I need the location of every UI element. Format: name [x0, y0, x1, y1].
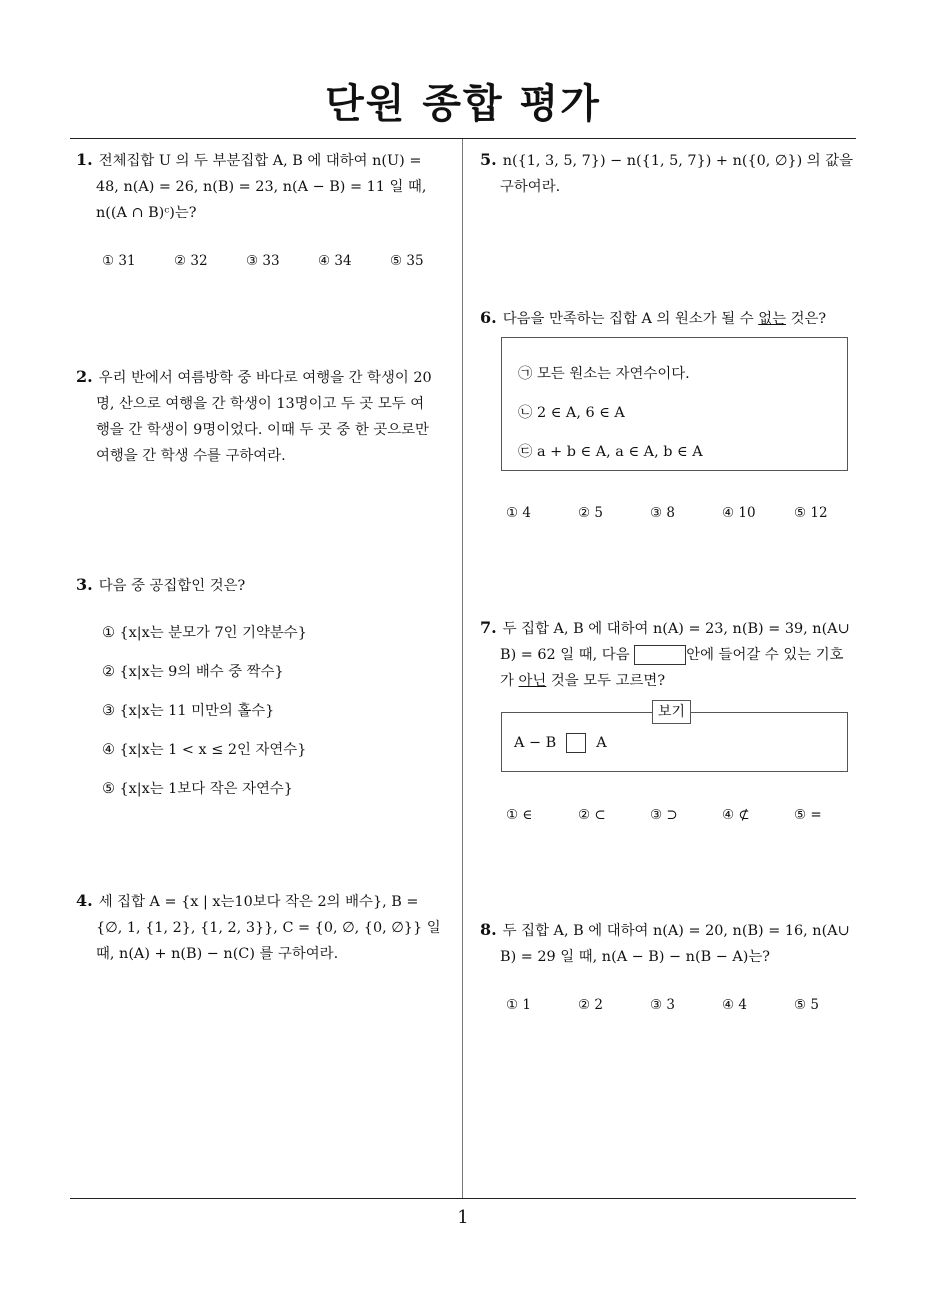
question-number: 1.	[76, 150, 93, 169]
question-text: 안에 들어갈 수 있는 기호	[686, 647, 844, 663]
choice-1[interactable]: ① ∈	[506, 807, 533, 823]
question-number: 8.	[480, 920, 497, 939]
question-text: 것을 모두 고르면?	[546, 673, 666, 689]
question-text-line: 전체집합 U 의 두 부분집합 A, B 에 대하여 n(U) =	[98, 153, 422, 169]
question-2	[76, 364, 458, 469]
choice-5[interactable]: ⑤ 35	[390, 253, 424, 269]
choice-1[interactable]: ① 31	[102, 253, 136, 269]
column-divider	[462, 139, 463, 1199]
question-8	[480, 917, 862, 970]
question-number: 5.	[480, 150, 497, 169]
condition-box	[501, 337, 848, 471]
question-text-line: 명, 산으로 여행을 간 학생이 13명이고 두 곳 모두 여	[96, 396, 425, 412]
page-number: 1	[457, 1207, 469, 1228]
question-text: 가	[500, 673, 519, 689]
choices-q6	[506, 505, 866, 521]
choices-q1	[102, 253, 462, 269]
choices-q3	[102, 620, 307, 815]
expression-right: A	[596, 735, 607, 751]
question-text-line: 두 집합 A, B 에 대하여 n(A) = 23, n(B) = 39, n(A∪	[502, 621, 850, 637]
choice-3[interactable]: ③ 33	[246, 253, 280, 269]
question-6	[480, 305, 860, 332]
question-text-line: 세 집합 A = {x | x는10보다 작은 2의 배수}, B =	[98, 894, 419, 910]
choice-3[interactable]: ③ 8	[650, 505, 675, 521]
expression-left: A − B	[514, 735, 557, 751]
choice-5[interactable]: ⑤ 5	[794, 997, 819, 1013]
question-text-line: 우리 반에서 여름방학 중 바다로 여행을 간 학생이 20	[98, 370, 432, 386]
choice-5[interactable]: ⑤ {x|x는 1보다 작은 자연수}	[102, 781, 293, 797]
question-4	[76, 888, 458, 967]
choice-1[interactable]: ① {x|x는 분모가 7인 기약분수}	[102, 625, 307, 641]
question-7	[480, 615, 862, 694]
top-rule	[70, 138, 856, 139]
bottom-rule	[70, 1198, 856, 1199]
question-text-line: 여행을 간 학생 수를 구하여라.	[96, 448, 286, 464]
question-5	[480, 147, 860, 200]
question-text-line: 두 집합 A, B 에 대하여 n(A) = 20, n(B) = 16, n(A∪	[502, 923, 850, 939]
choice-4[interactable]: ④ 10	[722, 505, 756, 521]
example-content	[514, 733, 607, 753]
question-text-line: 48, n(A) = 26, n(B) = 23, n(A − B) = 11 일 때,	[96, 179, 427, 195]
question-number: 4.	[76, 891, 93, 910]
question-text-line: n((A ∩ B)ᶜ)는?	[96, 205, 197, 221]
question-number: 3.	[76, 575, 93, 594]
question-text-line: B) = 29 일 때, n(A − B) − n(B − A)는?	[500, 949, 770, 965]
choice-3[interactable]: ③ 3	[650, 997, 675, 1013]
blank-square	[566, 733, 586, 753]
question-text: 것은?	[786, 311, 827, 327]
choice-1[interactable]: ① 4	[506, 505, 531, 521]
question-1	[76, 147, 458, 226]
condition-1: ㉠ 모든 원소는 자연수이다.	[518, 366, 690, 382]
choice-4[interactable]: ④ {x|x는 1 < x ≤ 2인 자연수}	[102, 742, 307, 758]
condition-3: ㉢ a + b ∈ A, a ∈ A, b ∈ A	[518, 444, 703, 460]
choice-5[interactable]: ⑤ =	[794, 807, 822, 823]
choice-4[interactable]: ④ 4	[722, 997, 747, 1013]
blank-box	[634, 645, 686, 665]
underlined-word: 아닌	[518, 673, 547, 689]
question-text-line: 행을 간 학생이 9명이었다. 이때 두 곳 중 한 곳으로만	[96, 422, 429, 438]
condition-2: ㉡ 2 ∈ A, 6 ∈ A	[518, 405, 625, 421]
choice-5[interactable]: ⑤ 12	[794, 505, 828, 521]
question-text-line: n({1, 3, 5, 7}) − n({1, 5, 7}) + n({0, ∅}) 의 값을	[502, 153, 854, 169]
example-box	[501, 704, 848, 772]
question-text-line: 때, n(A) + n(B) − n(C) 를 구하여라.	[96, 946, 339, 962]
choice-4[interactable]: ④ ⊄	[722, 807, 750, 823]
choice-2[interactable]: ② 32	[174, 253, 208, 269]
question-number: 7.	[480, 618, 497, 637]
underlined-word: 없는	[758, 311, 787, 327]
choices-q8	[506, 997, 866, 1013]
question-text-line: 다음 중 공집합인 것은?	[98, 578, 246, 594]
page-title: 단원 종합 평가	[325, 81, 601, 127]
choice-2[interactable]: ② ⊂	[578, 807, 606, 823]
choice-3[interactable]: ③ {x|x는 11 미만의 홀수}	[102, 703, 275, 719]
question-text-line: {∅, 1, {1, 2}, {1, 2, 3}}, C = {0, ∅, {0, ∅}} 일	[96, 920, 441, 936]
choice-2[interactable]: ② {x|x는 9의 배수 중 짝수}	[102, 664, 284, 680]
question-number: 6.	[480, 308, 497, 327]
question-text: 다음을 만족하는 집합 A 의 원소가 될 수	[502, 311, 759, 327]
example-label: 보기	[652, 700, 691, 724]
choice-2[interactable]: ② 2	[578, 997, 603, 1013]
question-3	[76, 572, 458, 599]
question-text-line: 구하여라.	[500, 179, 561, 195]
choice-2[interactable]: ② 5	[578, 505, 603, 521]
choices-q7	[506, 807, 866, 823]
question-number: 2.	[76, 367, 93, 386]
question-text: B) = 62 일 때, 다음	[500, 647, 635, 663]
choice-1[interactable]: ① 1	[506, 997, 531, 1013]
choice-4[interactable]: ④ 34	[318, 253, 352, 269]
choice-3[interactable]: ③ ⊃	[650, 807, 678, 823]
